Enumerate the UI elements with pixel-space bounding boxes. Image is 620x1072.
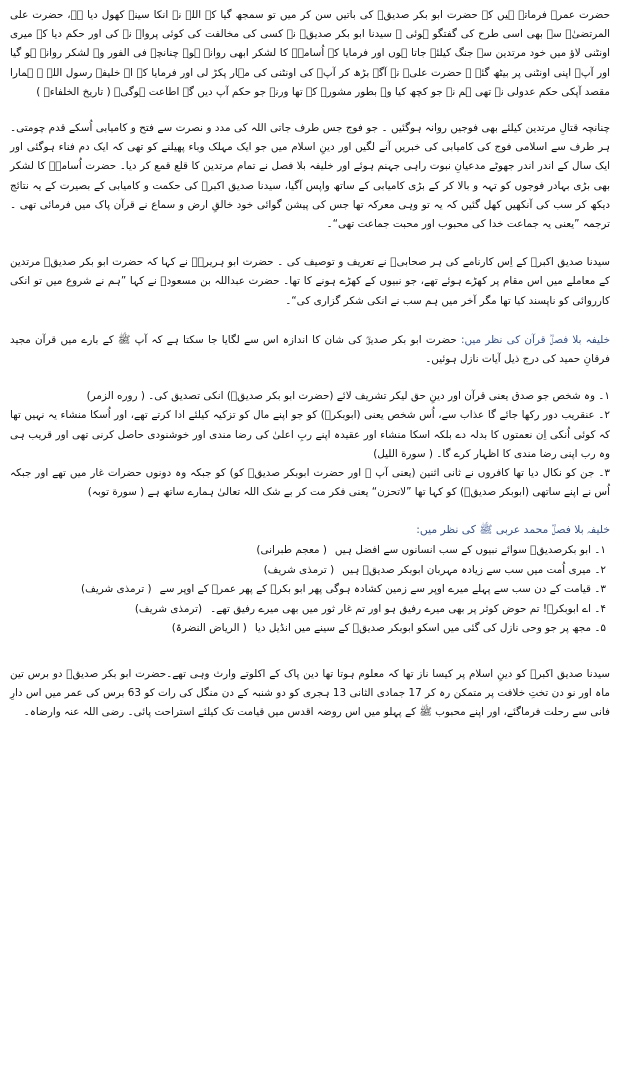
list-item — [10, 600, 606, 619]
hadith-text: ۲۔ میری اُمت میں سب سے زیادہ مہربان ابوبکر صدیقؓ ہیں — [342, 563, 606, 576]
quran-section-heading: خلیفہ بلا فصلؓ قرآن کی نظر میں: — [460, 333, 610, 346]
list-item — [10, 561, 606, 580]
paragraph-companions-praise: سیدنا صدیق اکبرؓ کے اِس کارنامے کی ہر صحابیؓ نے تعریف و توصیف کی ۔ حضرت ابو ہریرہؓ نے کہا کہ حضرت ابو بکر صدیقؓ مرتدین کے معاملے میں اس مقام پر کھڑے ہوئے تھے، جو نبیوں کے کھڑے ہونے کا تھا۔ حضرت عبداللہ بن مسعودؓ نے کہا ”ہم نے شروع میں تو انکی کارروائی کو ناپسند کیا تھا مگر آخر میں ہم سب نے انکی شکر گزاری کی“۔ — [10, 256, 610, 307]
hadith-reference: (ترمذی شریف) — [134, 602, 203, 615]
list-item: ۲۔ عنقریب دور رکھا جائے گا عذاب سے، اُس شخص یعنی (ابوبکرؓ) کو جو اپنے مال کو تزکیہ کیلئے ادا کرتے تھے، اور اُسکا منشاء یہ نہیں تھا کہ کوئی اُنکی اِن نعمتوں کا بدلہ دے بلکہ اسکا منشاء اور عقیدہ اپنے ربِ اعلیٰ کی رضا مندی اور خوشنودی حاصل کرنی تھی اور قریب ہی وہ رب اپنی رضا مندی کا اظہار کرے گا۔ ( سورة اللیل) — [10, 409, 610, 460]
hadith-list — [10, 541, 610, 638]
list-item — [10, 580, 606, 599]
paragraph-apostates-war: چنانچہ قتالِ مرتدین کیلئے بھی فوجیں روانہ ہوگئیں ۔ جو فوج جس طرف جاتی اللہ کی مدد و نصرت سے فتح و کامیابی اُسکے قدم چومتی۔ ہر طرف سے اسلامی فوج کی کامیابی کی خبریں آنے لگیں اور دینِ اسلام میں جو ایک مہلک وباء پھیلنے کو تھی کہ ایک دم فناء ہوگئی اور ایک سال کے اندر اندر جھوٹے مدعیانِ نبوت راہی جہنم ہوئے اور خلیفہ بلا فصل نے تمام مرتدین کا قلع قمع کر دیا۔ حضرت اُسامہؓ کا لشکر بھی بڑی بہادر فوجوں کو تہہ و بالا کر کے بڑی کامیابی کے ساتھ واپس آگیا، سیدنا صدیق اکبرؓ کی حکمت و کامیابی کے بصیرت کے یہ نتائج دیکھ کر سب کی آنکھیں کھل گئیں کہ یہ تو وہی معرکہ تھا جس کی پیشن گوائی خود خالقِ ارض و سماع نے قرآن پاک میں فرمائی تھی ۔ ترجمہ ”یعنی یہ جماعت خدا کی محبوب اور محبت جماعت تھی“۔ — [10, 122, 610, 231]
list-item: ۳۔ جن کو نکال دیا تھا کافروں نے ثانی اثنین (یعنی آپ ﷺ اور حضرت ابوبکر صدیقؓ کو) کو جبکہ وہ دونوں حضرات غار میں تھے اور جبکہ اُس نے اپنے ساتھی (ابوبکر صدیقؓ) کو کہا تھا ”لاتحزن“ یعنی فکر مت کر بے شک اللہ تعالیٰ ہمارے ساتھ ہے ( سورة توبہ) — [10, 467, 610, 499]
list-item — [10, 541, 606, 560]
hadith-reference: ( معجم طبرانی) — [256, 544, 327, 557]
hadith-reference: ( الریاض النضرۃ) — [171, 622, 247, 635]
hadith-text: ۵۔ مجھ پر جو وحی نازل کی گئی میں اسکو ابوبکر صدیقؓ کے سینے میں انڈیل دیا — [254, 622, 606, 635]
paragraph-quran-intro — [10, 331, 610, 369]
quran-verses-list — [10, 387, 610, 502]
quran-intro-text: حضرت ابو بکر صدیقؓ کی شان کا اندازہ اس سے لگایا جا سکتا ہے کہ آپ ﷺ کے بارے میں قرآن مجید فرقانِ حمید کی درج ذیل آیات نازل ہوئیں۔ — [10, 333, 610, 366]
hadith-reference: ( ترمذی شریف) — [263, 563, 335, 576]
hadith-section-heading: خلیفہ بلا فصلؓ محمد عربی ﷺ کی نظر میں: — [416, 523, 610, 537]
paragraph-umar-ali: حضرت عمرؓ فرماتے ہیں کہ حضرت ابو بکر صدیقؓ کی باتیں سن کر میں تو سمجھ گیا کہ اللہ نے انکا سینہ کھول دیا ہے، حضرت علی المرتضیٰؓ سے بھی اسی طرح کی گفتگو ہوئی ۔ سیدنا ابو بکر صدیقؓ نے کسی کی مخالفت کی کوئی پرواہ نہ کی اور حکم دیا کہ میری اونٹنی لاؤ میں خود مرتدین سے جنگ کیلئے جاتا ہوں اور فرمایا کہ اُسامہؓ کا لشکر ابھی روانہ ہو۔ چنانچہ فی الفور وہ لشکر روانہ ہو گیا اور آپؓ اپنی اونٹنی پر بیٹھ گئے ۔ حضرت علیؓ نے آگے بڑھ کر آپؓ کی اونٹنی کی مہار پکڑ لی اور فرمایا کہ اے خلیفہ رسول اللہ ﷺ ہمارا مقصد آپکی حکم عدولی نہ تھی ہم نے جو کچھ کیا وہ بطور مشورے کے تھا ورنہ جو حکم آپ دیں گے اطاعت ہوگی۔ ( تاریخ الخلفاءؒ ) — [10, 9, 610, 98]
hadith-text: ۳۔ قیامت کے دن سب سے پہلے میرے اوپر سے زمین کشادہ ہوگی پھر ابو بکرؓ کے پھر عمرؓ کے اوپر سے — [159, 583, 606, 596]
hadith-reference: ( ترمذی شریف) — [81, 583, 152, 596]
list-item — [10, 619, 606, 638]
list-item: ۱۔ وہ شخص جو صدق یعنی قرآن اور دینِ حق لیکر تشریف لائے (حضرت ابو بکر صدیقؓ) انکی تصدیق کی۔ ( روره الزمر) — [86, 390, 610, 403]
paragraph-conclusion: سیدنا صدیق اکبرؓ کو دینِ اسلام پر کیسا ناز تھا کہ معلوم ہوتا تھا دین پاک کے اکلوتے وارث وہی تھے۔حضرت ابو بکر صدیقؓ دو برس تین ماہ اور نو دن تختِ خلافت پر متمکن رہ کر 17 جمادی الثانی 13 ہجری کو دو شنبہ کے دن منگل کی رات کو 63 برس کی عمر میں اس دارِ فانی سے رحلت فرماگئے، اور اپنے محبوب ﷺ کے پہلو میں اس روضہ اقدس میں قیامت تک کیلئے استراحت پائی۔ رضی اللہ عنہ وارضاہ۔ — [10, 667, 610, 718]
hadith-text: ۴۔ اے ابوبکرؓ! تم حوض کوثر پر بھی میرے رفیق ہو اور تم غار ثور میں بھی میرے رفیق تھے۔ — [210, 602, 606, 615]
hadith-text: ۱۔ ابو بکرصدیقؓ سوائے نبیوں کے سب انسانوں سے افضل ہیں — [334, 544, 606, 557]
